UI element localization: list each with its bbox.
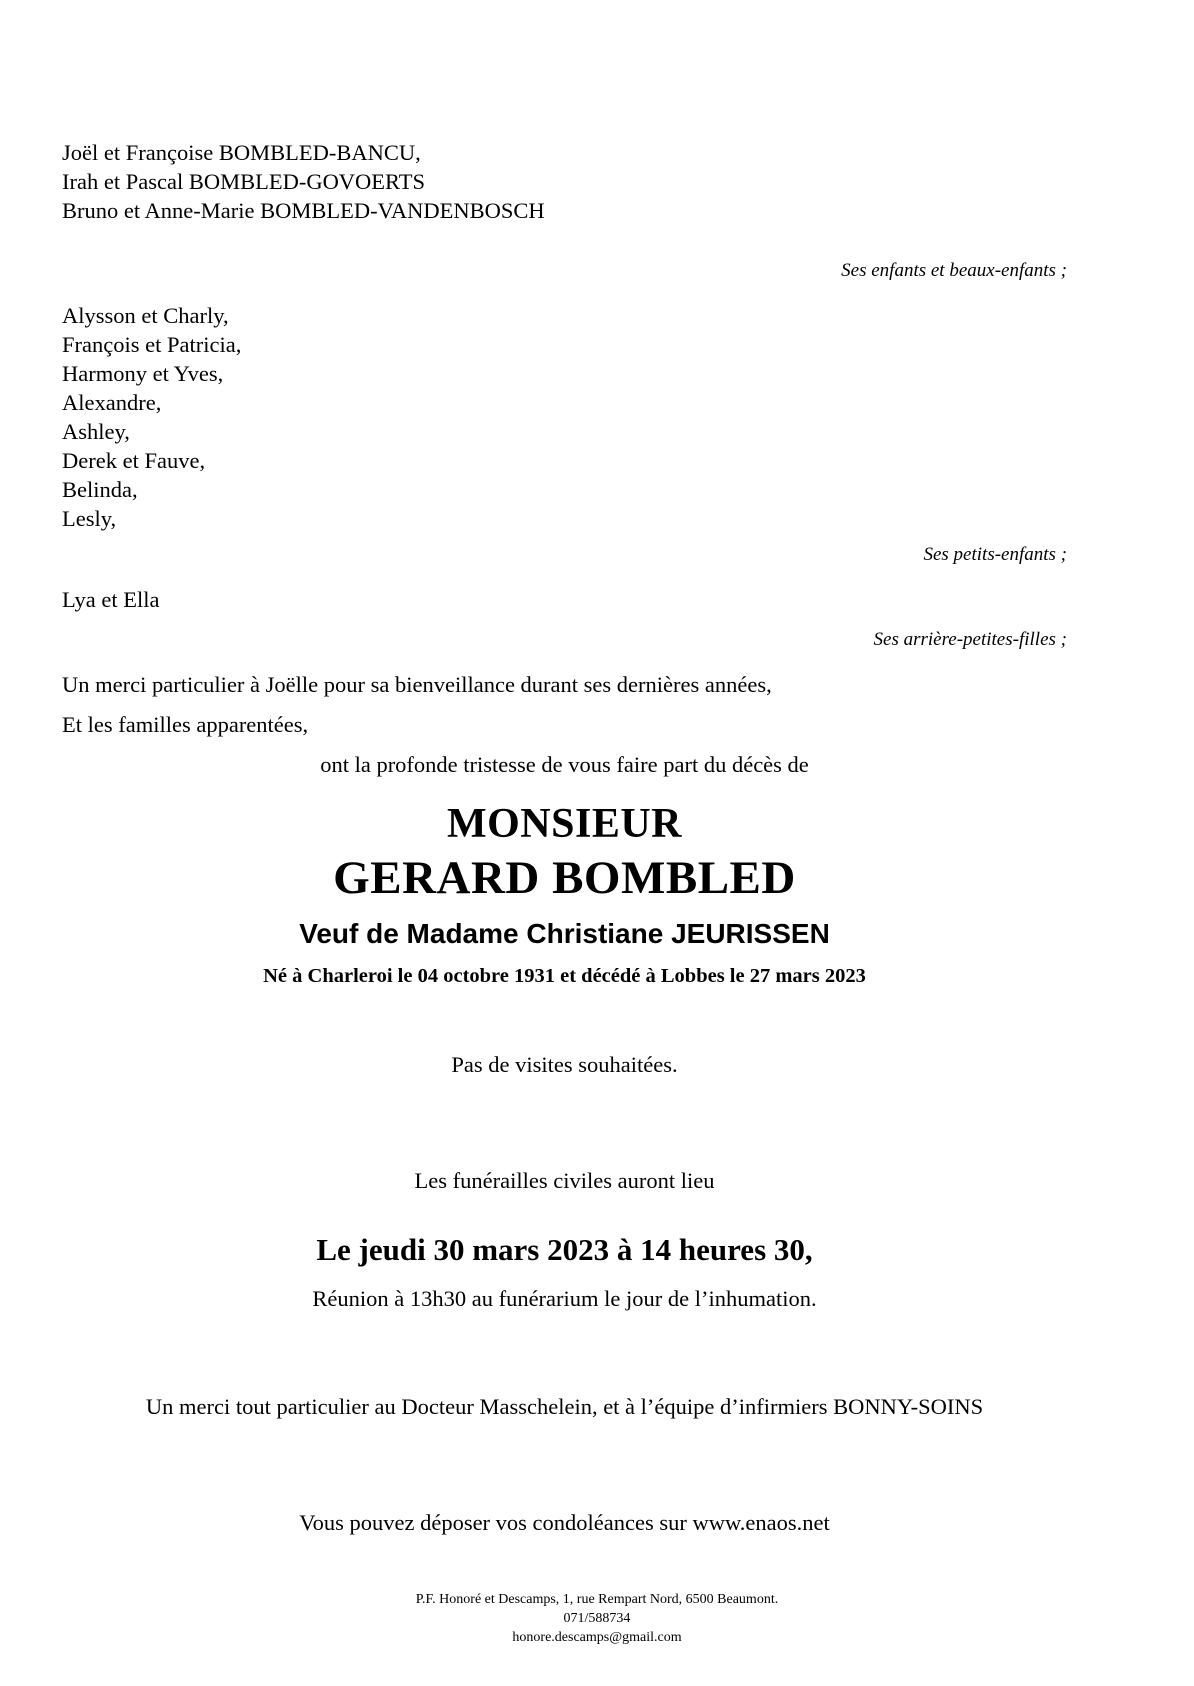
footer-phone: 071/588734: [563, 1611, 631, 1626]
spacer: [62, 614, 1067, 628]
list-item: François et Patricia,: [62, 332, 242, 357]
spacer: [62, 1080, 1067, 1140]
list-item: Derek et Fauve,: [62, 448, 206, 473]
footer-email: honore.descamps@gmail.com: [512, 1630, 682, 1645]
funeral-date-text: Le jeudi 30 mars 2023 à 14 heures 30,: [316, 1232, 813, 1267]
birth-death-text: Né à Charleroi le 04 octobre 1931 et décédé à Lobbes le 27 mars 2023: [263, 965, 866, 987]
spacer: [62, 952, 1067, 962]
spacer: [62, 567, 1067, 585]
funeral-intro-text: Les funérailles civiles auront lieu: [414, 1168, 715, 1193]
spacer: [62, 652, 1067, 670]
spacer: [62, 700, 1067, 710]
children-role-label: Ses enfants et beaux-enfants ;: [841, 260, 1067, 281]
list-item: Lesly,: [62, 506, 117, 531]
announcement-text: ont la profonde tristesse de vous faire part du décès de: [320, 752, 809, 777]
deceased-name: GERARD BOMBLED: [333, 852, 796, 904]
spacer: [62, 283, 1067, 301]
list-item: Joël et Françoise BOMBLED-BANCU,: [62, 140, 421, 165]
related-families-text: Et les familles apparentées,: [62, 712, 309, 737]
footer-agency-address: P.F. Honoré et Descamps, 1, rue Rempart Nord, 6500 Beaumont.: [415, 1592, 779, 1607]
spacer: [62, 1270, 1067, 1284]
funeral-meeting-text: Réunion à 13h30 au funérarium le jour de l’inhumation.: [312, 1286, 817, 1311]
visits-text: Pas de visites souhaitées.: [451, 1052, 678, 1077]
great-grandchildren-role-label: Ses arrière-petites-filles ;: [873, 629, 1067, 650]
spacer: [62, 225, 1067, 259]
list-item: Belinda,: [62, 477, 138, 502]
spacer: [62, 533, 1067, 543]
grandchildren-role-label: Ses petits-enfants ;: [923, 544, 1067, 565]
footer-block: [0, 1590, 1194, 1647]
grandchildren-list: [62, 301, 1067, 533]
spacer: [62, 1422, 1067, 1482]
list-item: Bruno et Anne-Marie BOMBLED-VANDENBOSCH: [62, 198, 545, 223]
list-item: Alexandre,: [62, 390, 162, 415]
special-thanks-text: Un merci particulier à Joëlle pour sa bienveillance durant ses dernières années,: [62, 672, 772, 697]
spacer: [62, 1314, 1067, 1374]
list-item: Alysson et Charly,: [62, 303, 229, 328]
spacer: [62, 740, 1067, 750]
spacer: [62, 1374, 1067, 1392]
list-item: Lya et Ella: [62, 587, 160, 612]
spacer: [62, 1482, 1067, 1508]
condolences-text: Vous pouvez déposer vos condoléances sur www.enaos.net: [299, 1510, 830, 1535]
list-item: Harmony et Yves,: [62, 361, 224, 386]
spacer: [62, 990, 1067, 1050]
widower-of-text: Veuf de Madame Christiane JEURISSEN: [299, 918, 830, 949]
list-item: Ashley,: [62, 419, 130, 444]
children-parents-list: [62, 138, 1067, 225]
list-item: Irah et Pascal BOMBLED-GOVOERTS: [62, 169, 425, 194]
deceased-title: MONSIEUR: [446, 801, 683, 847]
spacer: [62, 780, 1067, 798]
great-grandchildren-list: [62, 585, 1067, 614]
doctor-thanks-text: Un merci tout particulier au Docteur Masschelein, et à l’équipe d’infirmiers BONNY-SOINS: [145, 1394, 984, 1419]
spacer: [62, 1196, 1067, 1230]
notice-content: [62, 138, 1067, 1538]
spacer: [62, 906, 1067, 916]
spacer: [62, 1140, 1067, 1166]
